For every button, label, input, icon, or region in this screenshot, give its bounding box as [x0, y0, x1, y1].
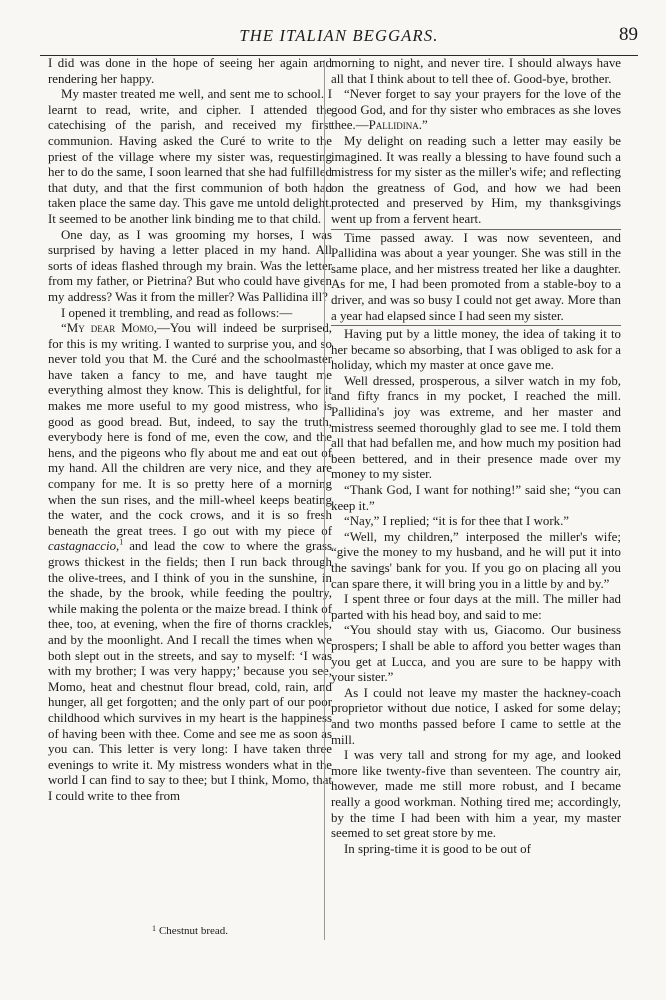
paragraph: “Well, my children,” interposed the miller's wife; “give the money to my husband, and he will put it into the savings' bank for you. If you go on placing all you can spare there, it will bring you in a little by and by.”	[331, 529, 621, 591]
closing-quote: .”	[418, 118, 428, 133]
paragraph: morning to night, and never tire. I should always have all that I think about to tell thee of. Good-bye, brother.	[331, 56, 621, 86]
paragraph: Having put by a little money, the idea of taking it to her became so absorbing, that I was obliged to ask for a holiday, which my master at once gave me.	[331, 327, 621, 373]
left-column	[48, 56, 332, 805]
right-column	[331, 56, 621, 857]
footnote-text: Chestnut bread.	[158, 925, 229, 937]
letter-text: ,—You will indeed be surprised, for this is my writing. I wanted to surprise you, and so never told you that M. the Curé and the schoolmaster have taken a fancy to me, and have taught me everything almost they know. This is delightful, for it makes me more useful to my good mistress, who is good as good bread. But, indeed, to say the truth, everybody here is fond of me, even the cow, and the hens, and the pigeons who fly about me and eat out of my hand. All the children are very nice, and they are company for me. It is so pretty here of a morning when the sun rises, and the mill-wheel keeps beating the water, and the cock crows, and it is so fresh beneath the great trees. I go out with my piece of	[48, 321, 332, 538]
paragraph: My master treated me well, and sent me to school. I learnt to read, write, and cipher. I attended the catechising of the parish, and received my first communion. Having asked the Curé to write to the priest of the village where my sister was, requesting her to do the same, I soon learned that she had fulfilled that duty, and that the first communion of both had taken place the same day. This gave me untold delight. It seemed to be another link binding me to that child.	[48, 87, 332, 226]
letter-signature: Pallidina	[368, 118, 419, 133]
paragraph: I was very tall and strong for my age, and looked more like twenty-five than seventeen. The country air, however, made me still more robust, and I became really a good workman. Nothing tired me; accordingly, by the time I had been with him a year, my master seemed to set great store by me.	[331, 748, 621, 841]
paragraph: Well dressed, prosperous, a silver watch in my fob, and fifty francs in my pocket, I reached the mill. Pallidina's joy was extreme, and her master and mistress seemed thoroughly glad to see me. I told them all that had befallen me, and how much my position had been bettered, and in their presence made over my money to my sister.	[331, 373, 621, 482]
paragraph: I spent three or four days at the mill. The miller had parted with his head boy, and said to me:	[331, 592, 621, 622]
letter-paragraph	[48, 321, 332, 804]
paragraph: Time passed away. I was now seventeen, and Pallidina was about a year younger. She was still in the same place, and her mistress treated her like a daughter. As for me, I had been promoted from a stable-boy to a driver, and was so busy I could not get away. More than a year had elapsed since I had seen my sister.	[331, 230, 621, 323]
paragraph	[331, 87, 621, 134]
letter-salutation: My dear Momo	[66, 321, 154, 336]
page-number: 89	[619, 24, 638, 45]
running-title: THE ITALIAN BEGGARS.	[239, 26, 439, 45]
paragraph: “Thank God, I want for nothing!” said she; “you can keep it.”	[331, 483, 621, 513]
paragraph: “You should stay with us, Giacomo. Our business prospers; I shall be able to afford you better wages than you get at Lucca, and you are sure to be happy with your sister.”	[331, 623, 621, 685]
paragraph: I did was done in the hope of seeing her again and rendering her happy.	[48, 56, 332, 86]
footnote-mark: 1	[151, 924, 156, 933]
paragraph: One day, as I was grooming my horses, I was surprised by having a letter placed in my hand. All sorts of ideas flashed through my brain. Was the letter from my father, or Pietrina? But who could have given my address? Was it from the miller? Was Pallidina ill?	[48, 227, 332, 304]
column-divider	[324, 60, 325, 940]
italic-word: castagnaccio,	[48, 539, 120, 554]
paragraph: My delight on reading such a letter may easily be imagined. It was really a blessing to have found such a mistress for my sister as the miller's wife; and reflecting on the greatness of God, and how we had been protected and preserved by Him, my thanksgivings went up from a fervent heart.	[331, 133, 621, 226]
running-header	[40, 20, 638, 54]
footnote	[48, 922, 332, 938]
letter-text: “Never forget to say your prayers for the love of the good God, and for thy sister who embraces as she loves thee.—	[331, 87, 621, 133]
paragraph: In spring-time it is good to be out of	[344, 841, 531, 856]
paragraph: I opened it trembling, and read as follows:—	[61, 305, 293, 320]
letter-text: and lead the cow to where the grass grows thickest in the fields; then I run back through the olive-trees, and I think of you in the sunshine, in the shade, by the brook, while feeding the poultry, while making the polenta or the maize bread. I think of thee, too, at evening, when the fire of thorns crackles, and by the moonlight. And I recall the times when we both slept out in the streets, and say to myself: ‘I was with my brother; I was very happy;’ because you see, Momo, heat and chestnut flour bread, cold, rain, and hunger, all get forgotten; and the only part of our poor childhood which survives in my heart is the happiness of having been with thee. Come and see me as soon as you can. This letter is very long: I have taken three evenings to write it. My mistress wonders what in the world I can find to say to thee; but I think, Momo, that I could write to thee from	[48, 539, 332, 803]
open-quote: “	[61, 321, 67, 336]
footnote-reference: 1	[119, 538, 124, 548]
paragraph: “Nay,” I replied; “it is for thee that I work.”	[344, 514, 570, 529]
paragraph: As I could not leave my master the hackney-coach proprietor without due notice, I asked for some delay; and two months passed before I came to settle at the mill.	[331, 685, 621, 747]
